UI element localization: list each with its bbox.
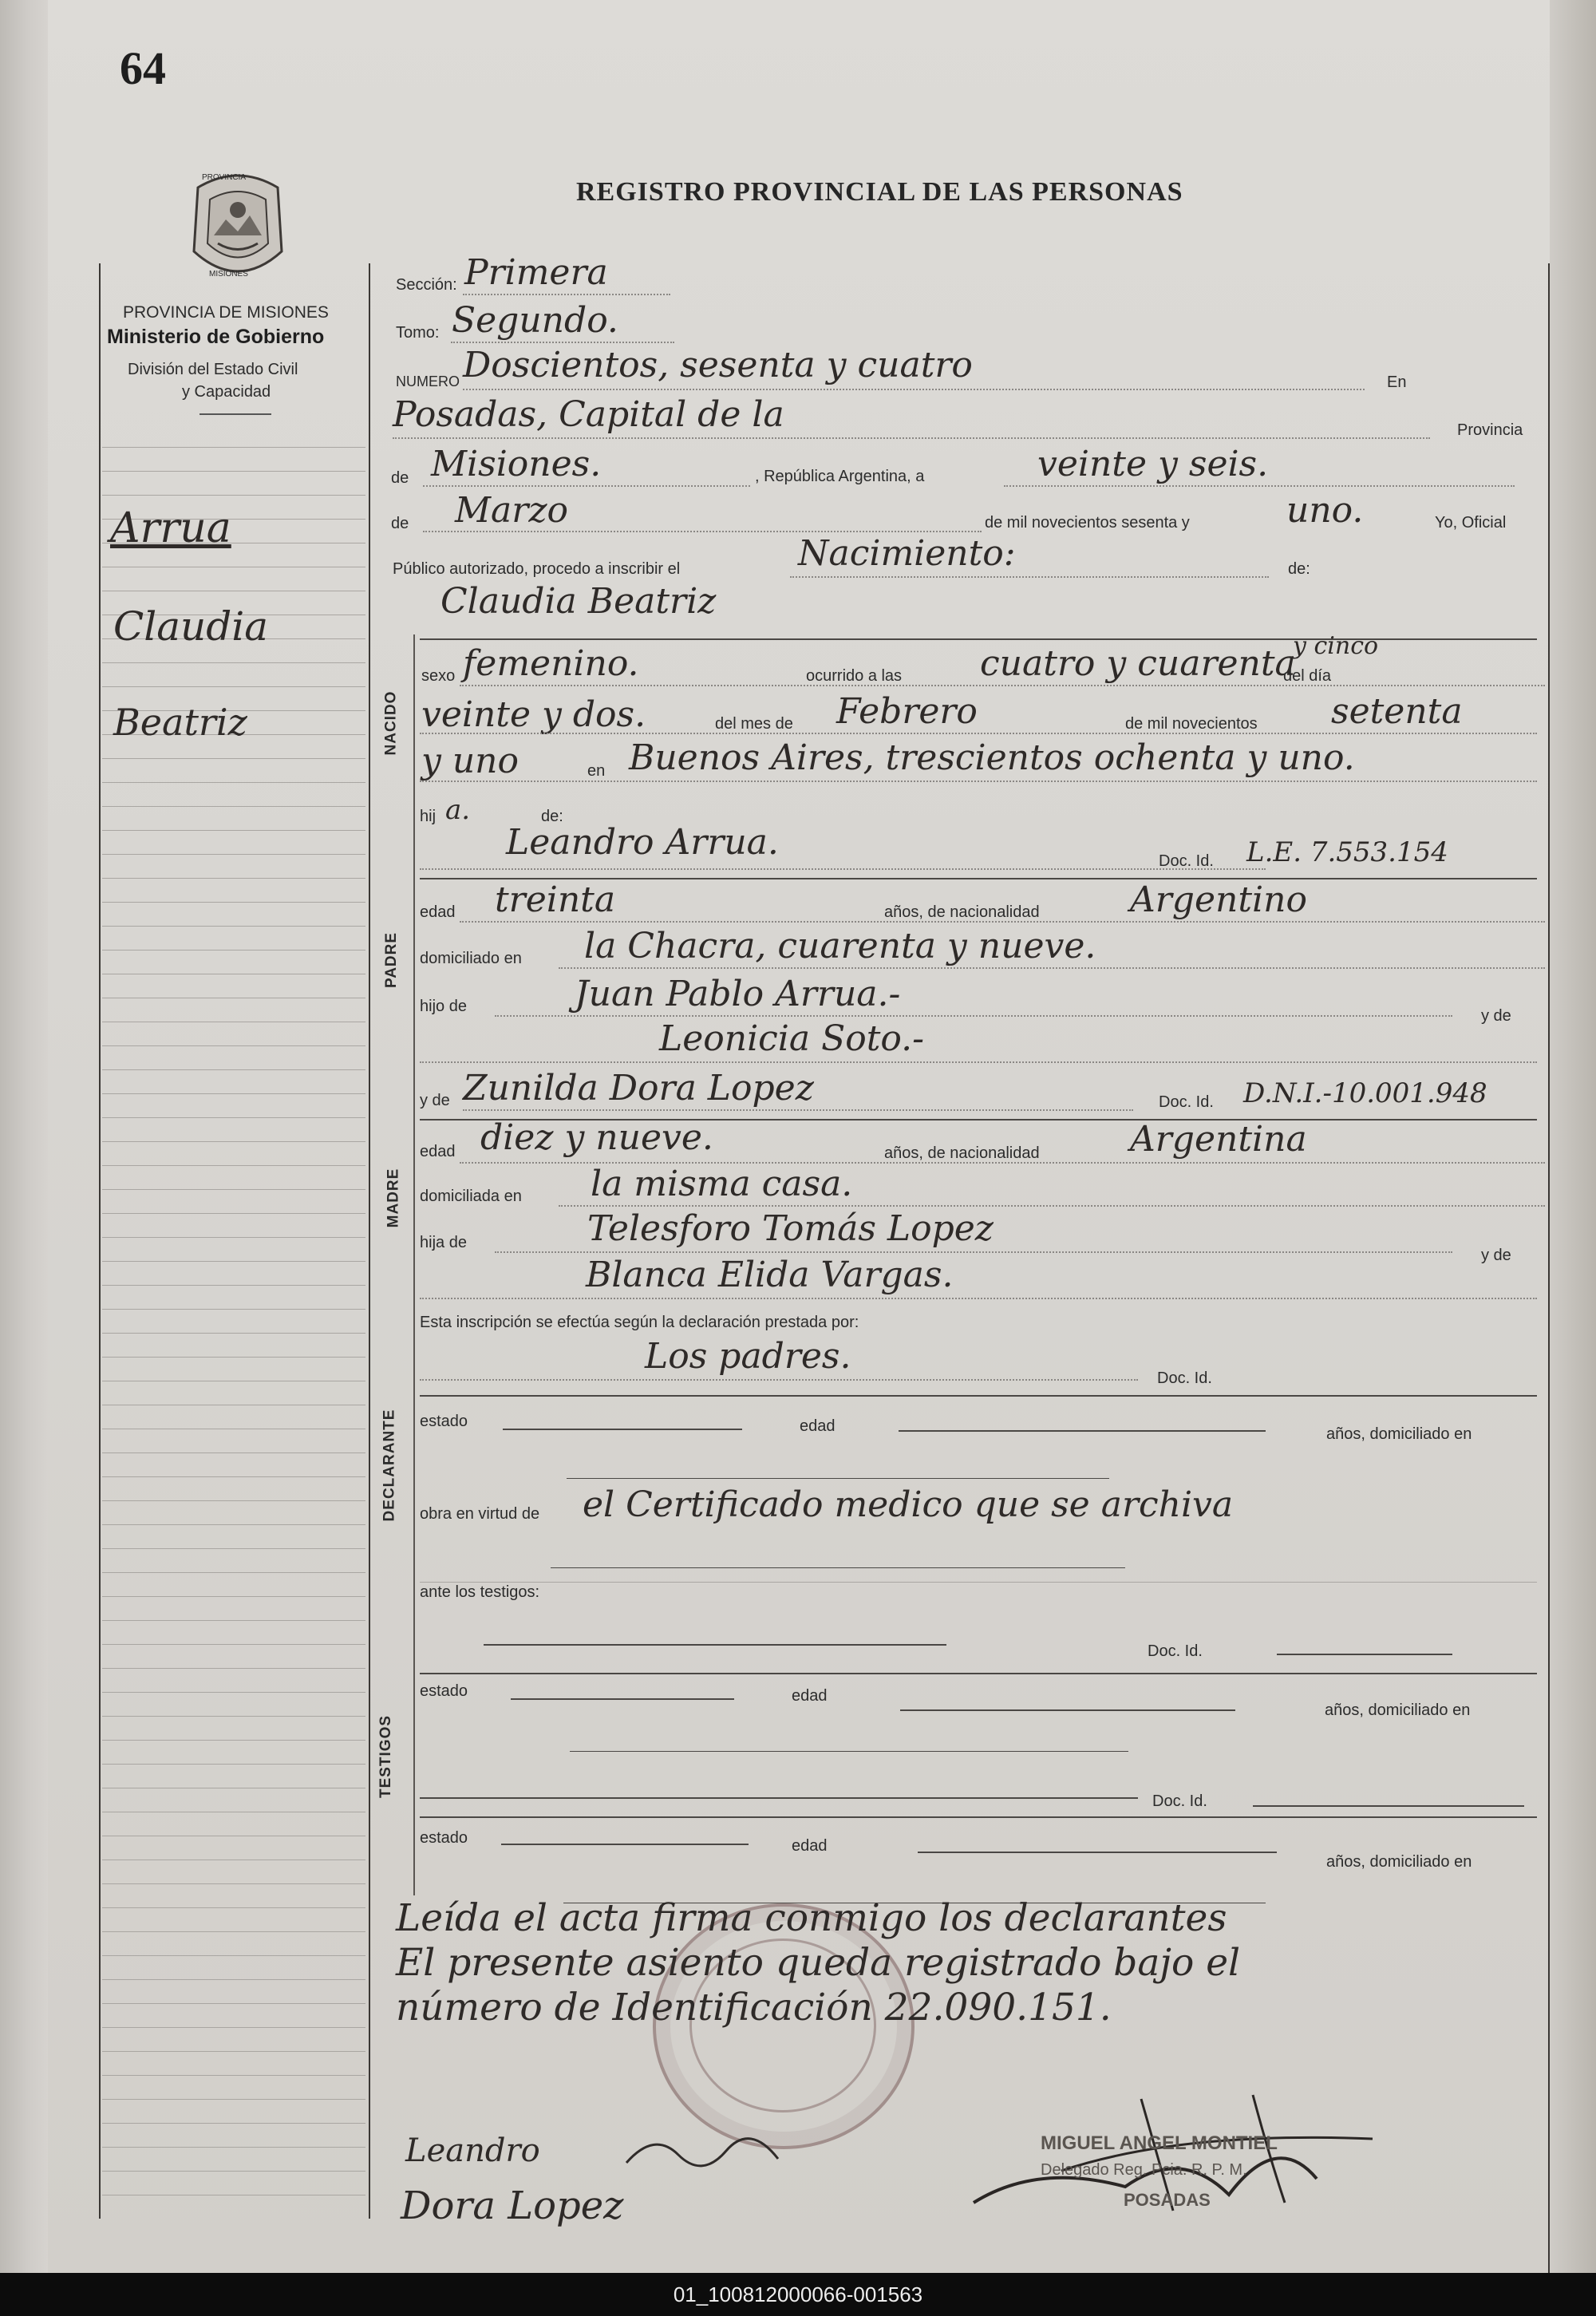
signature-scribble-icon — [622, 2123, 782, 2179]
label-doc-id-padre: Doc. Id. — [1159, 852, 1214, 870]
register-title: REGISTRO PROVINCIAL DE LAS PERSONAS — [576, 177, 1183, 207]
margin-rule — [102, 758, 365, 759]
line-doc-testigo2 — [1253, 1805, 1524, 1807]
closing-note-1: Leída el acta firma conmigo los declarantes — [396, 1896, 1227, 1940]
line-dom-madre — [559, 1205, 1545, 1207]
label-edad-testigo1: edad — [792, 1687, 828, 1705]
margin-rule — [102, 1907, 365, 1908]
page-number: 64 — [120, 42, 166, 94]
line-obra-3 — [420, 1582, 1537, 1583]
org-line-3: División del Estado Civil — [128, 361, 298, 378]
label-sexo: sexo — [421, 667, 456, 685]
value-padre-madre: Leonicia Soto.- — [659, 1018, 924, 1059]
label-doc-id-madre: Doc. Id. — [1159, 1093, 1214, 1111]
value-anio-nac: setenta — [1331, 691, 1463, 732]
margin-rule — [102, 2099, 365, 2100]
label-hija-de: hija de — [420, 1234, 467, 1251]
margin-rule — [102, 1237, 365, 1238]
margin-rule — [102, 1572, 365, 1573]
line-fecha-mes — [423, 531, 982, 532]
value-sexo: femenino. — [463, 643, 639, 684]
label-testigos: TESTIGOS — [377, 1714, 395, 1799]
label-edad-declarante: edad — [800, 1417, 836, 1435]
margin-rule — [102, 1740, 365, 1741]
label-edad-testigo2: edad — [792, 1837, 828, 1855]
margin-rule — [102, 1045, 365, 1046]
footer-image-id: 01_100812000066-001563 — [673, 2282, 923, 2306]
margin-right-border — [369, 263, 370, 2219]
margin-rule — [102, 1500, 365, 1501]
page-right-edge — [1550, 0, 1596, 2273]
margin-rule — [102, 686, 365, 687]
value-lugar: Posadas, Capital de la — [393, 394, 784, 435]
closing-note-3: número de Identificación 22.090.151. — [396, 1986, 1112, 2029]
label-y-de-padre: y de — [1481, 1007, 1511, 1025]
label-del-mes: del mes de — [715, 715, 793, 733]
value-nombre: Claudia Beatriz — [440, 581, 717, 622]
form-right-border — [1548, 263, 1550, 2275]
value-madre-madre: Blanca Elida Vargas. — [586, 1255, 954, 1295]
line-edad-testigo1 — [900, 1709, 1235, 1711]
label-anos-dom-declarante: años, domiciliado en — [1326, 1425, 1472, 1443]
line-doc-testigo1 — [1277, 1654, 1452, 1655]
margin-rule — [102, 1764, 365, 1765]
label-declarante: DECLARANTE — [381, 1409, 398, 1522]
margin-rule — [102, 830, 365, 831]
label-domiciliado-padre: domiciliado en — [420, 950, 522, 967]
page-binding — [0, 0, 48, 2273]
line-lugar — [393, 437, 1430, 439]
value-numero: Doscientos, sesenta y cuatro — [463, 345, 973, 385]
label-anos-dom-testigo2: años, domiciliado en — [1326, 1853, 1472, 1871]
line-edad-declarante — [899, 1430, 1266, 1432]
label-doc-id-declarante: Doc. Id. — [1157, 1369, 1212, 1387]
line-hija-de — [495, 1251, 1452, 1253]
value-provincia: Misiones. — [431, 444, 602, 484]
label-seccion: Sección: — [396, 276, 457, 294]
label-obra: obra en virtud de — [420, 1505, 540, 1523]
margin-rule — [102, 1931, 365, 1932]
margin-rule — [102, 1716, 365, 1717]
margin-rule — [102, 1285, 365, 1286]
line-dia — [420, 733, 1537, 734]
label-estado-testigo1: estado — [420, 1682, 468, 1700]
label-de-2: de — [391, 515, 409, 532]
value-obra: el Certificado medico que se archiva — [583, 1484, 1234, 1525]
value-madre-nombre: Zunilda Dora Lopez — [463, 1068, 814, 1109]
line-testigo2-nombre — [420, 1797, 1138, 1799]
margin-rule — [102, 1979, 365, 1980]
value-fecha-mes: Marzo — [455, 490, 568, 531]
label-republica: , República Argentina, a — [755, 468, 925, 485]
label-de-mil-nov: de mil novecientos — [1125, 715, 1258, 733]
value-madre-edad: diez y nueve. — [480, 1117, 713, 1158]
value-madre-dom: la misma casa. — [591, 1164, 853, 1204]
line-padre-madre — [420, 1061, 1537, 1063]
label-nacionalidad-padre: años, de nacionalidad — [884, 903, 1040, 921]
signature-mother: Dora Lopez — [401, 2184, 624, 2228]
label-padre: PADRE — [383, 931, 401, 989]
line-tomo — [451, 342, 674, 343]
label-doc-id-testigo2: Doc. Id. — [1152, 1792, 1207, 1810]
org-line-1: PROVINCIA DE MISIONES — [123, 303, 329, 322]
label-en: En — [1387, 373, 1407, 391]
line-dom-testigo1 — [570, 1751, 1128, 1752]
org-underline — [200, 413, 271, 415]
label-nacido: NACIDO — [382, 690, 400, 756]
label-estado-declarante: estado — [420, 1413, 468, 1430]
margin-rule — [102, 495, 365, 496]
margin-rule — [102, 1883, 365, 1884]
value-dia: veinte y dos. — [421, 694, 646, 735]
line-edad-padre — [460, 921, 1545, 923]
value-padre-doc: L.E. 7.553.154 — [1246, 836, 1448, 868]
margin-note-name-1: Claudia — [113, 603, 269, 650]
margin-rule — [102, 1596, 365, 1597]
line-hijo-de — [495, 1015, 1452, 1017]
label-nacionalidad-madre: años, de nacionalidad — [884, 1144, 1040, 1162]
line-estado-declarante — [503, 1429, 742, 1430]
value-madre-doc: D.N.I.-10.001.948 — [1243, 1077, 1487, 1109]
label-del-dia: del día — [1283, 667, 1332, 685]
value-anio: uno. — [1286, 490, 1364, 531]
margin-rule — [102, 1620, 365, 1621]
value-padre-nac: Argentino — [1130, 879, 1307, 920]
emblem-top-text: PROVINCIA — [202, 173, 247, 182]
label-provincia: Provincia — [1457, 421, 1523, 439]
signature-father: Leandro — [405, 2132, 540, 2169]
margin-rule — [102, 1069, 365, 1070]
value-padre-edad: treinta — [495, 879, 616, 920]
margin-rule — [102, 1261, 365, 1262]
margin-rule — [102, 1644, 365, 1645]
margin-left-border — [99, 263, 101, 2219]
margin-rule — [102, 471, 365, 472]
org-line-4: y Capacidad — [182, 383, 271, 401]
margin-rule — [102, 2051, 365, 2052]
label-anos-dom-testigo1: años, domiciliado en — [1325, 1701, 1471, 1719]
label-hij: hij — [420, 808, 437, 825]
label-ante: ante los testigos: — [420, 1583, 540, 1601]
label-edad-padre: edad — [420, 903, 456, 921]
official-stamp-name: MIGUEL ANGEL MONTIEL — [1041, 2132, 1278, 2154]
margin-rule — [102, 1213, 365, 1214]
label-en-lower: en — [587, 762, 606, 780]
label-yo-oficial: Yo, Oficial — [1435, 514, 1507, 532]
margin-rule — [102, 1117, 365, 1118]
org-line-2: Ministerio de Gobierno — [107, 326, 325, 348]
margin-rule — [102, 1548, 365, 1549]
margin-rule — [102, 1452, 365, 1453]
label-inscripcion: Esta inscripción se efectúa según la declaración prestada por: — [420, 1314, 859, 1331]
margin-rule — [102, 2171, 365, 2172]
margin-rule — [102, 782, 365, 783]
margin-note-surname: Arrua — [110, 504, 231, 552]
line-edad-testigo2 — [918, 1852, 1277, 1853]
margin-rule — [102, 854, 365, 855]
emblem-bottom-text: MISIONES — [209, 270, 248, 279]
line-dom-padre — [559, 967, 1545, 969]
label-domiciliada: domiciliada en — [420, 1188, 522, 1205]
value-mes: Febrero — [836, 691, 978, 732]
margin-rule — [102, 1692, 365, 1693]
label-de-3: de: — [541, 808, 563, 825]
label-y-de-madre: y de — [420, 1092, 450, 1109]
margin-rule — [102, 1333, 365, 1334]
line-provincia — [423, 485, 750, 487]
margin-rule — [102, 902, 365, 903]
official-stamp-city: POSADAS — [1124, 2190, 1211, 2210]
margin-rule — [102, 2147, 365, 2148]
value-madre-padre: Telesforo Tomás Lopez — [587, 1208, 994, 1249]
line-padre-nombre — [420, 868, 1266, 870]
margin-rule — [102, 1524, 365, 1525]
line-sexo — [460, 685, 1545, 686]
closing-note-2: El presente asiento queda registrado bajo el — [396, 1941, 1241, 1985]
value-padre-nombre: Leandro Arrua. — [506, 822, 779, 863]
label-y-de-madre-2: y de — [1481, 1247, 1511, 1264]
value-padre-dom: la Chacra, cuarenta y nueve. — [584, 926, 1096, 966]
line-estado-testigo2 — [501, 1844, 749, 1845]
margin-rule — [102, 447, 365, 448]
margin-rule — [102, 1093, 365, 1094]
line-dom-declarante — [567, 1478, 1109, 1479]
margin-rule — [102, 662, 365, 663]
section-label-border — [413, 634, 415, 1895]
line-acto — [790, 576, 1269, 578]
margin-rule — [102, 1141, 365, 1142]
margin-rule — [102, 2123, 365, 2124]
value-hij-suffix: a. — [445, 794, 471, 826]
line-fecha-dia — [1004, 485, 1515, 487]
value-padre-padre: Juan Pablo Arrua.- — [575, 974, 901, 1014]
line-numero — [463, 389, 1365, 390]
margin-rule — [102, 926, 365, 927]
official-stamp-role: Delegado Reg. Pcia. R. P. M. — [1041, 2161, 1247, 2179]
line-lugar-nac — [420, 781, 1537, 782]
margin-rule — [102, 950, 365, 951]
line-obra-2 — [551, 1567, 1125, 1568]
margin-rule — [102, 1165, 365, 1166]
value-madre-nac: Argentina — [1130, 1119, 1307, 1160]
value-lugar-nac: Buenos Aires, trescientos ochenta y uno. — [629, 737, 1355, 778]
value-anio-nac-2: y uno — [421, 741, 519, 781]
value-seccion: Primera — [464, 252, 608, 293]
margin-rule — [102, 1189, 365, 1190]
margin-rule — [102, 806, 365, 807]
label-numero: NUMERO — [396, 373, 460, 389]
line-testigo1-nombre — [484, 1644, 946, 1646]
margin-rule — [102, 2027, 365, 2028]
label-tomo: Tomo: — [396, 324, 440, 342]
rule-testigo2 — [420, 1816, 1537, 1818]
value-declarante: Los padres. — [645, 1336, 851, 1377]
label-doc-id-testigo1: Doc. Id. — [1148, 1642, 1203, 1660]
rule-testigo1 — [420, 1673, 1537, 1674]
line-madre-nombre — [463, 1109, 1133, 1111]
value-hora-extra: y cinco — [1293, 632, 1379, 660]
margin-rule — [102, 1668, 365, 1669]
margin-rule — [102, 1309, 365, 1310]
label-de-mil: de mil novecientos sesenta y — [985, 514, 1190, 532]
label-de-1: de — [391, 469, 409, 487]
label-ocurrido: ocurrido a las — [806, 667, 903, 685]
label-estado-testigo2: estado — [420, 1829, 468, 1847]
label-edad-madre: edad — [420, 1143, 456, 1160]
line-declarante — [420, 1379, 1138, 1381]
margin-rule — [102, 1357, 365, 1358]
margin-rule — [102, 2003, 365, 2004]
line-seccion — [463, 294, 670, 295]
margin-rule — [102, 2075, 365, 2076]
rule-after-declarante — [420, 1395, 1537, 1397]
margin-note-name-2: Beatriz — [113, 701, 247, 744]
label-de-colon: de: — [1288, 560, 1310, 578]
line-estado-testigo1 — [511, 1698, 734, 1700]
margin-rule — [102, 1476, 365, 1477]
label-madre: MADRE — [385, 1168, 402, 1228]
value-hora: cuatro y cuarenta — [980, 643, 1296, 684]
value-tomo: Segundo. — [452, 300, 618, 341]
value-fecha-dia: veinte y seis. — [1037, 444, 1269, 484]
label-hijo-de: hijo de — [420, 998, 467, 1015]
line-madre-madre — [420, 1298, 1537, 1299]
label-publico: Público autorizado, procedo a inscribir el — [393, 560, 681, 578]
value-acto: Nacimiento: — [798, 533, 1016, 574]
margin-rule — [102, 1955, 365, 1956]
margin-rule — [102, 878, 365, 879]
